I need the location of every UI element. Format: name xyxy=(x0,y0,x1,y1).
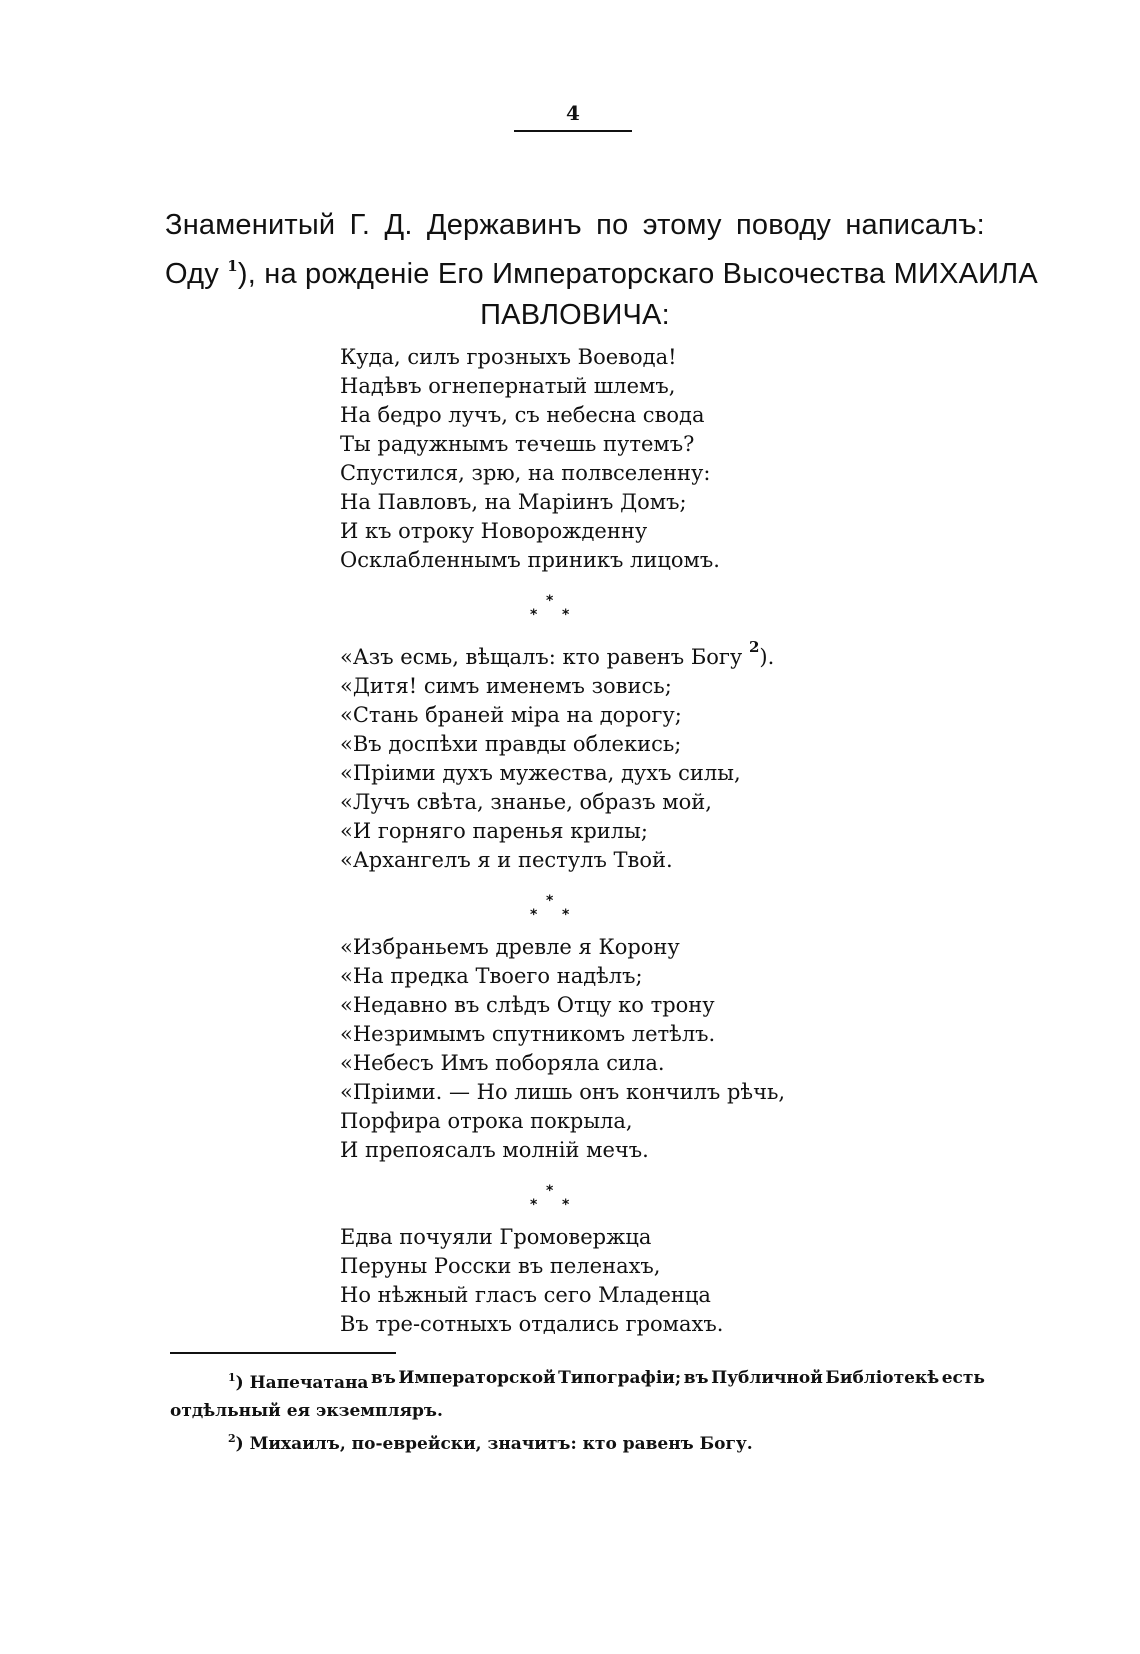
stanza-3 xyxy=(340,933,860,1165)
intro-word: Г. xyxy=(349,209,371,241)
footnote-word: Императорской xyxy=(398,1368,556,1388)
asterism-divider xyxy=(532,575,632,633)
stanza-1 xyxy=(340,343,860,575)
verse-line: Ты радужнымъ течешь путемъ? xyxy=(340,432,695,456)
verse-line: Спустился, зрю, на полвселенну: xyxy=(340,461,711,485)
footnote-word: Библіотекѣ xyxy=(825,1368,940,1388)
asterism-star: * xyxy=(546,1183,554,1199)
verse-line: Но нѣжный гласъ сего Младенца xyxy=(340,1283,711,1307)
verse-line: «Незримымъ спутникомъ летѣлъ. xyxy=(340,1022,716,1046)
asterism-divider xyxy=(532,875,632,933)
footnote-separator xyxy=(170,1352,396,1354)
verse-text: ). xyxy=(759,645,775,669)
footnote-word-text: ) Напечатана xyxy=(235,1373,369,1393)
poem xyxy=(340,343,860,1339)
footnote-2-text: ) Михаилъ, по-еврейски, значитъ: кто равенъ Богу. xyxy=(235,1434,753,1454)
verse-line: Куда, силъ грозныхъ Воевода! xyxy=(340,345,677,369)
asterism-star: * xyxy=(530,607,538,623)
verse-line: И препоясалъ молній мечъ. xyxy=(340,1138,649,1162)
verse-line: Надѣвъ огнепернатый шлемъ, xyxy=(340,374,676,398)
intro-text: Оду xyxy=(165,258,219,290)
intro-line-1 xyxy=(165,205,985,246)
verse-line: Въ тре-сотныхъ отдались громахъ. xyxy=(340,1312,724,1336)
footnote-word: Публичной xyxy=(711,1368,823,1388)
verse-line: «Небесъ Имъ поборяла сила. xyxy=(340,1051,665,1075)
page-number-rule xyxy=(514,130,632,132)
asterism-star: * xyxy=(530,1197,538,1213)
footnote-word: есть xyxy=(941,1368,985,1388)
verse-line: «Стань браней міра на дорогу; xyxy=(340,703,682,727)
verse-line: «И горняго паренья крилы; xyxy=(340,819,648,843)
verse-line: «Дитя! симъ именемъ зовись; xyxy=(340,674,672,698)
footnote-2-mark: 2 xyxy=(228,1432,236,1445)
verse-line: «Избраньемъ древле я Корону xyxy=(340,935,680,959)
verse-line: Порфира отрока покрыла, xyxy=(340,1109,633,1133)
verse-line: «Пріими духъ мужества, духъ силы, xyxy=(340,761,741,785)
asterism-star: * xyxy=(546,593,554,609)
verse-line xyxy=(340,633,860,672)
footnote-word: Типографіи; xyxy=(558,1368,682,1388)
footnote-reference-1: 1 xyxy=(227,257,238,275)
verse-line: «Архангелъ я и пестулъ Твой. xyxy=(340,848,673,872)
stanza-2 xyxy=(340,633,860,875)
verse-line: На Павловъ, на Маріинъ Домъ; xyxy=(340,490,687,514)
verse-line: «На предка Твоего надѣлъ; xyxy=(340,964,643,988)
intro-line-3: ПАВЛОВИЧА: xyxy=(480,299,670,331)
intro-text: ), на рожденіе Его Императорскаго Высочества МИХАИЛА xyxy=(237,258,1038,290)
footnote-1-mark: 1 xyxy=(228,1371,236,1384)
verse-line: Осклабленнымъ приникъ лицомъ. xyxy=(340,548,720,572)
footnote-2 xyxy=(170,1425,985,1458)
verse-line: «Пріими. — Но лишь онъ кончилъ рѣчь, xyxy=(340,1080,786,1104)
intro-word: поводу xyxy=(736,209,832,241)
verse-text: «Азъ есмь, вѣщалъ: кто равенъ Богу xyxy=(340,645,743,669)
footnote-reference-2: 2 xyxy=(748,638,760,656)
footnote-1-line-2: отдѣльный ея экземпляръ. xyxy=(170,1401,443,1421)
footnote-word xyxy=(228,1364,368,1397)
intro-word: Знаменитый xyxy=(165,209,336,241)
asterism-star: * xyxy=(562,607,570,623)
verse-line: На бедро лучъ, съ небесна свода xyxy=(340,403,705,427)
intro-word: этому xyxy=(642,209,722,241)
verse-line: И къ отроку Новорожденну xyxy=(340,519,648,543)
asterism-divider xyxy=(532,1165,632,1223)
verse-line: Перуны Росски въ пеленахъ, xyxy=(340,1254,661,1278)
intro-word: написалъ: xyxy=(845,209,985,241)
stanza-4 xyxy=(340,1223,860,1339)
asterism-star: * xyxy=(530,907,538,923)
footnotes xyxy=(170,1364,985,1458)
intro-word: Д. xyxy=(384,209,413,241)
intro-line-2 xyxy=(165,246,1038,295)
asterism-star: * xyxy=(546,893,554,909)
footnote-1-line-1 xyxy=(170,1364,985,1397)
verse-line: Едва почуяли Громовержца xyxy=(340,1225,652,1249)
footnote-word: въ xyxy=(683,1368,709,1388)
verse-line: «Лучъ свѣта, знанье, образъ мой, xyxy=(340,790,712,814)
verse-line: «Въ доспѣхи правды облекись; xyxy=(340,732,682,756)
verse-line: «Недавно въ слѣдъ Отцу ко трону xyxy=(340,993,715,1017)
asterism-star: * xyxy=(562,1197,570,1213)
asterism-star: * xyxy=(562,907,570,923)
intro-word: по xyxy=(596,209,629,241)
footnote-word: въ xyxy=(370,1368,396,1388)
intro-paragraph xyxy=(165,205,1038,336)
intro-word: Державинъ xyxy=(426,209,582,241)
page-number: 4 xyxy=(566,101,580,125)
